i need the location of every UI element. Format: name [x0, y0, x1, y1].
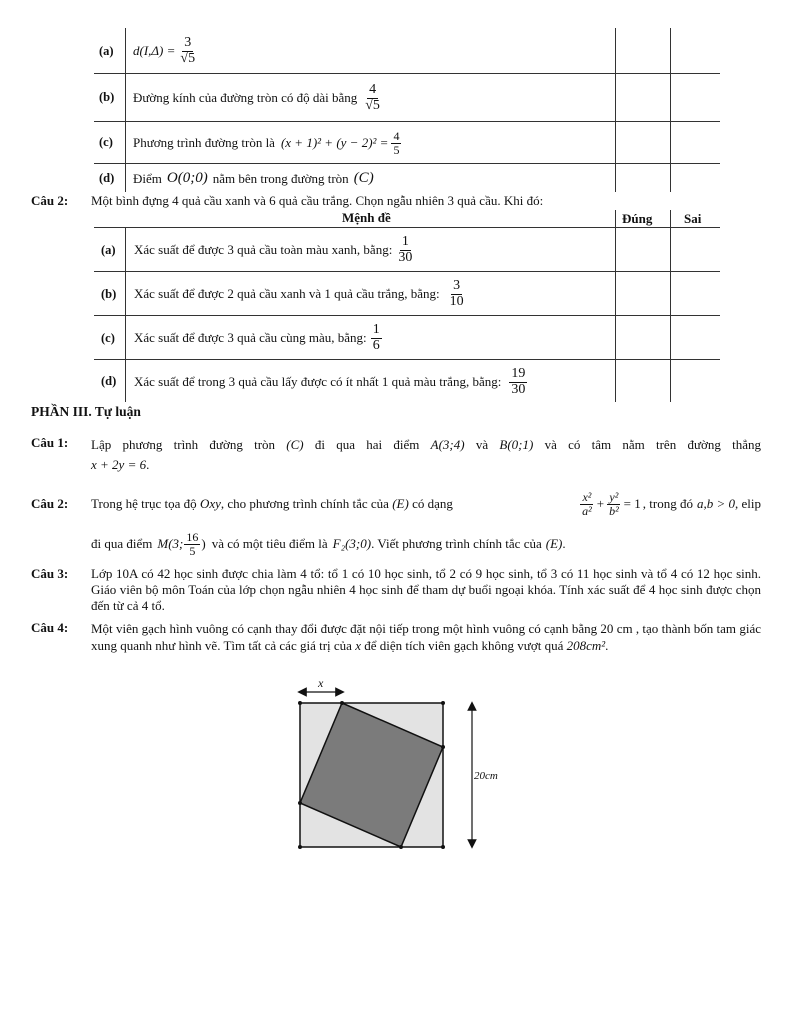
question-3-text — [91, 566, 761, 614]
fraction-numerator: y² — [609, 489, 619, 504]
fraction-denominator: 30 — [511, 381, 526, 397]
row-label: (a) — [99, 44, 114, 58]
math: a,b > 0 — [696, 496, 735, 511]
text: Trong hệ trục tọa độ — [91, 496, 197, 511]
math: (E) — [392, 496, 409, 511]
figure-square-tile — [280, 670, 520, 860]
row-label: (c) — [99, 135, 113, 149]
text: và có một tiêu điểm là — [211, 536, 328, 551]
math-circle-equation: (x + 1)² + (y − 2)² = — [280, 135, 389, 150]
math-distance: d(I,Δ) = — [133, 43, 176, 58]
statement-text: Đường kính của đường tròn có độ dài bằng — [133, 90, 358, 105]
fraction-denominator: 10 — [449, 293, 464, 309]
fraction-numerator: 16 — [186, 529, 199, 544]
text: . — [562, 536, 566, 551]
fraction-denominator: √5 — [180, 50, 196, 66]
header-true: Đúng — [622, 211, 653, 226]
math: + — [596, 496, 605, 511]
text: Lớp 10A có 42 học sinh được chia làm 4 tổ: tổ 1 có 10 học sinh, tổ 2 có 9 học sinh, tổ 3 có 11 học sinh và tổ 4 có 12 học sinh. Giáo viên bộ môn Toán của lớp chọn ngẫu nhiên 4 học sinh để tham dự buổi ngoại khóa. Tính xác suất để 4 học sinh được chọn đến từ cả 4 tổ. — [91, 566, 761, 613]
math: A(3;4) — [430, 437, 465, 452]
row-label: (d) — [99, 171, 115, 185]
math: x + 2y = 6 — [91, 457, 147, 472]
row-label: (b) — [99, 90, 115, 104]
header-false: Sai — [684, 211, 702, 226]
section-title: PHẦN III. Tự luận — [31, 404, 141, 419]
math: F₂(3;0) — [332, 536, 372, 551]
text: đi qua điểm — [91, 536, 153, 551]
text: , trong đó — [642, 496, 693, 511]
row-label: (d) — [101, 374, 117, 388]
statement-text: nằm bên trong đường tròn — [212, 170, 349, 186]
math: Oxy — [199, 496, 221, 511]
math: (C) — [286, 437, 304, 452]
question-2-line2 — [91, 524, 566, 564]
statement-text: Xác suất để trong 3 quả cầu lấy được có ít nhất 1 quả màu trắng, bằng: — [134, 374, 502, 389]
math: (E) — [545, 536, 563, 551]
row-label: (a) — [101, 243, 116, 257]
question-label: Câu 4: — [31, 620, 69, 635]
fraction-denominator: 5 — [393, 142, 400, 157]
row-label: (c) — [101, 331, 115, 345]
text: và có tâm nằm trên đường thẳng — [544, 437, 761, 452]
statement-c — [133, 123, 404, 163]
question-text: Một bình đựng 4 quả cầu xanh và 6 quả cầu trắng. Chọn ngẫu nhiên 3 quả cầu. Khi đó: — [91, 193, 544, 208]
side-label: 20cm — [474, 770, 498, 782]
text: , cho phương trình chính tắc của — [220, 496, 389, 511]
math-point: O(0;0) — [166, 170, 208, 186]
question-label: Câu 2: — [31, 496, 69, 511]
fraction-numerator: 4 — [393, 128, 400, 143]
math: M(3; — [157, 536, 184, 551]
fraction-denominator: √5 — [365, 97, 380, 113]
math-circle: (C) — [353, 170, 374, 186]
statement-c — [134, 317, 385, 359]
statement-b — [133, 75, 385, 121]
fraction-denominator: 30 — [398, 249, 413, 265]
fraction-denominator: b² — [609, 503, 619, 518]
statement-b — [134, 273, 469, 315]
header-statement: Mệnh đề — [342, 210, 391, 225]
fraction-numerator: 1 — [401, 233, 409, 249]
question-label: Câu 3: — [31, 566, 69, 581]
text: Lập phương trình đường tròn — [91, 437, 276, 452]
fraction-numerator: 3 — [453, 277, 461, 293]
question-label: Câu 1: — [31, 435, 69, 450]
fraction-denominator: a² — [582, 503, 592, 518]
fraction-numerator: 1 — [372, 321, 380, 337]
row-label: (b) — [101, 287, 117, 301]
statement-text: Phương trình đường tròn là — [133, 135, 275, 150]
statement-a — [133, 30, 200, 72]
fraction-numerator: 4 — [369, 81, 377, 97]
text: có dạng — [412, 496, 453, 511]
text: để diện tích viên gạch không vượt quá — [364, 638, 564, 653]
math: B(0;1) — [499, 437, 534, 452]
text: và — [475, 437, 489, 452]
statement-text: Xác suất để được 2 quả cầu xanh và 1 quả cầu trắng, bằng: — [134, 286, 440, 301]
text: . — [146, 457, 150, 472]
math: 208cm² — [566, 638, 606, 653]
question-label: Câu 2: — [31, 193, 69, 208]
fraction-numerator: x² — [582, 489, 592, 504]
statement-a — [134, 229, 417, 271]
fraction-numerator: 19 — [511, 365, 526, 381]
x-label: x — [318, 676, 324, 690]
statement-d — [134, 361, 530, 403]
text: . — [605, 638, 609, 653]
question-4-text — [91, 620, 761, 654]
fraction-denominator: 5 — [189, 543, 196, 558]
fraction-denominator: 6 — [372, 337, 380, 353]
fraction-numerator: 3 — [184, 34, 192, 50]
statement-text: Điểm — [133, 170, 162, 186]
math: = 1 — [623, 496, 641, 511]
text: , elip — [735, 496, 761, 511]
statement-text: Xác suất để được 3 quả cầu cùng màu, bằng: — [134, 330, 367, 345]
text: đi qua hai điểm — [314, 437, 420, 452]
question-2-line1 — [91, 482, 761, 526]
text: . Viết phương trình chính tắc của — [371, 536, 542, 551]
math: ) — [201, 536, 206, 551]
question-1-text — [91, 435, 761, 475]
statement-d — [133, 165, 374, 192]
statement-text: Xác suất để được 3 quả cầu toàn màu xanh, bằng: — [134, 242, 393, 257]
text: Một viên gạch hình vuông có cạnh thay đổi được đặt nội tiếp trong một hình vuông có cạnh bằng 20 cm , tạo thành bốn tam giác xung quanh như hình vẽ. Tìm tất cả các giá trị của — [91, 621, 761, 653]
math: x — [355, 638, 361, 653]
